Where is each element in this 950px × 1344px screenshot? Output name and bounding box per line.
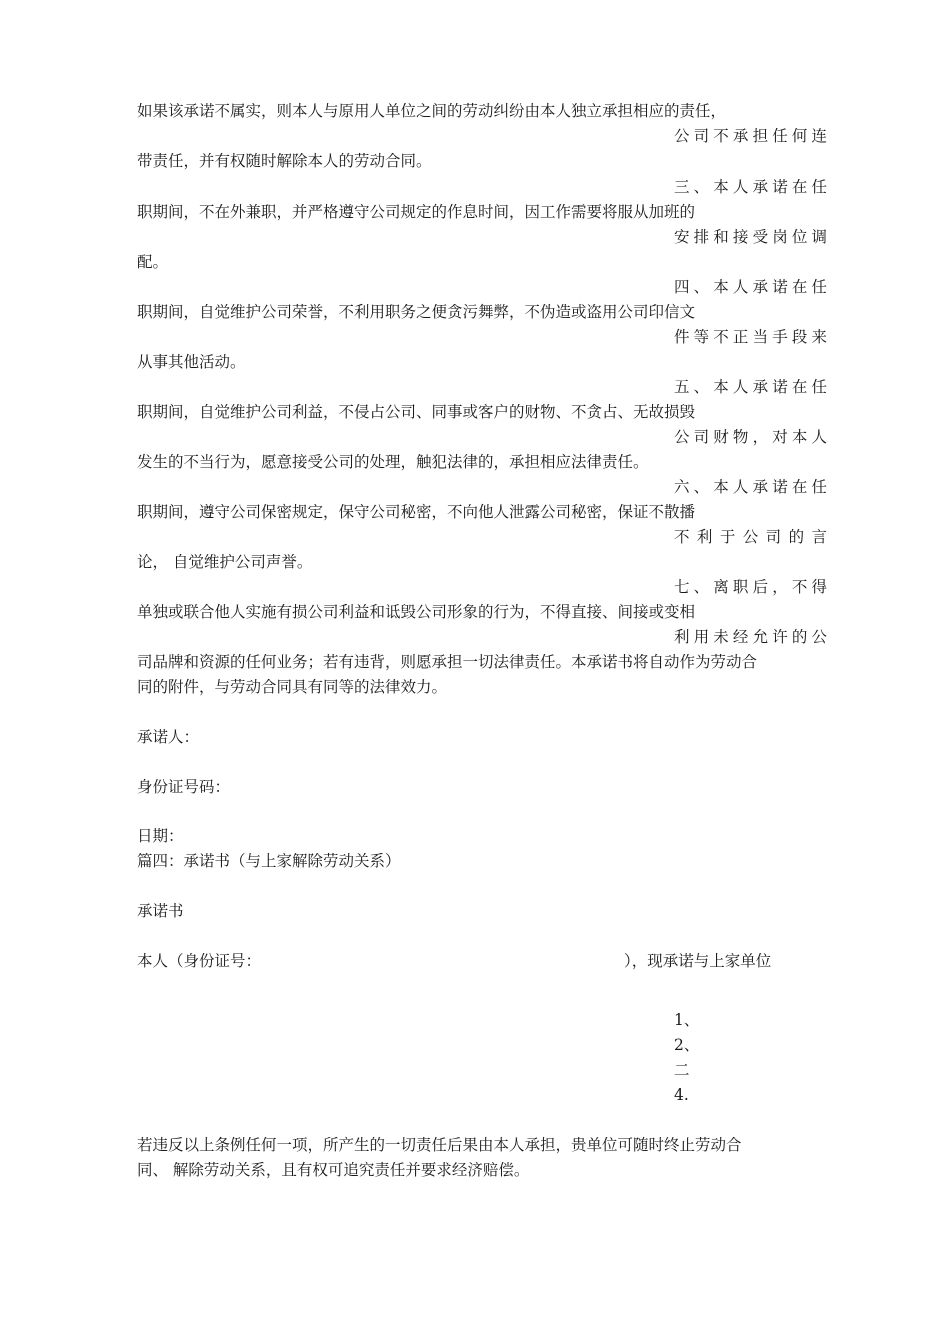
body-line: 不利于公司的言: [674, 528, 827, 546]
id-number-label: 身份证号码：: [137, 778, 231, 796]
body-line: 公司不承担任何连: [674, 127, 827, 145]
declaration-suffix: ），现承诺与上家单位: [624, 952, 772, 970]
body-line: 单独或联合他人实施有损公司利益和诋毁公司形象的行为，不得直接、间接或变相: [137, 603, 696, 621]
list-item: 2、: [674, 1036, 700, 1054]
closing-line: 同、 解除劳动关系，且有权可追究责任并要求经济赔偿。: [137, 1161, 530, 1179]
body-line: 配。: [137, 253, 169, 271]
body-line: 件等不正当手段来: [674, 328, 827, 346]
declaration-prefix: 本人（身份证号：: [137, 952, 262, 970]
promisor-label: 承诺人：: [137, 728, 200, 746]
list-item: 4.: [674, 1086, 689, 1104]
list-item: 1、: [674, 1011, 700, 1029]
body-line: 公司财物，对本人: [674, 428, 827, 446]
body-line: 职期间，自觉维护公司利益，不侵占公司、同事或客户的财物、不贪占、无故损毁: [137, 403, 696, 421]
body-line: 职期间，自觉维护公司荣誉，不利用职务之便贪污舞弊，不伪造或盗用公司印信文: [137, 303, 696, 321]
body-line: 发生的不当行为，愿意接受公司的处理，触犯法律的，承担相应法律责任。: [137, 453, 649, 471]
clause-heading-7: 七、离职后，不得: [674, 578, 827, 596]
body-line: 同的附件，与劳动合同具有同等的法律效力。: [137, 678, 448, 696]
section-title: 篇四：承诺书（与上家解除劳动关系）: [137, 852, 401, 870]
body-line: 从事其他活动。: [137, 353, 246, 371]
body-line: 职期间，不在外兼职，并严格遵守公司规定的作息时间，因工作需要将服从加班的: [137, 203, 696, 221]
closing-line: 若违反以上条例任何一项，所产生的一切责任后果由本人承担，贵单位可随时终止劳动合: [137, 1136, 742, 1154]
body-line: 利用未经允许的公: [674, 628, 827, 646]
body-line: 带责任，并有权随时解除本人的劳动合同。: [137, 152, 432, 170]
doc-title: 承诺书: [137, 902, 184, 920]
list-item: 二: [674, 1061, 690, 1079]
clause-heading-3: 三、本人承诺在任: [674, 178, 827, 196]
clause-heading-4: 四、本人承诺在任: [674, 278, 827, 296]
body-line: 司品牌和资源的任何业务；若有违背，则愿承担一切法律责任。本承诺书将自动作为劳动合: [137, 653, 758, 671]
body-line: 安排和接受岗位调: [674, 228, 827, 246]
clause-heading-6: 六、本人承诺在任: [674, 478, 827, 496]
body-line: 论， 自觉维护公司声誉。: [137, 553, 313, 571]
date-label: 日期：: [137, 827, 184, 845]
clause-heading-5: 五、本人承诺在任: [674, 378, 827, 396]
body-line: 如果该承诺不属实，则本人与原用人单位之间的劳动纠纷由本人独立承担相应的责任，: [137, 102, 727, 120]
body-line: 职期间，遵守公司保密规定，保守公司秘密，不向他人泄露公司秘密，保证不散播: [137, 503, 696, 521]
